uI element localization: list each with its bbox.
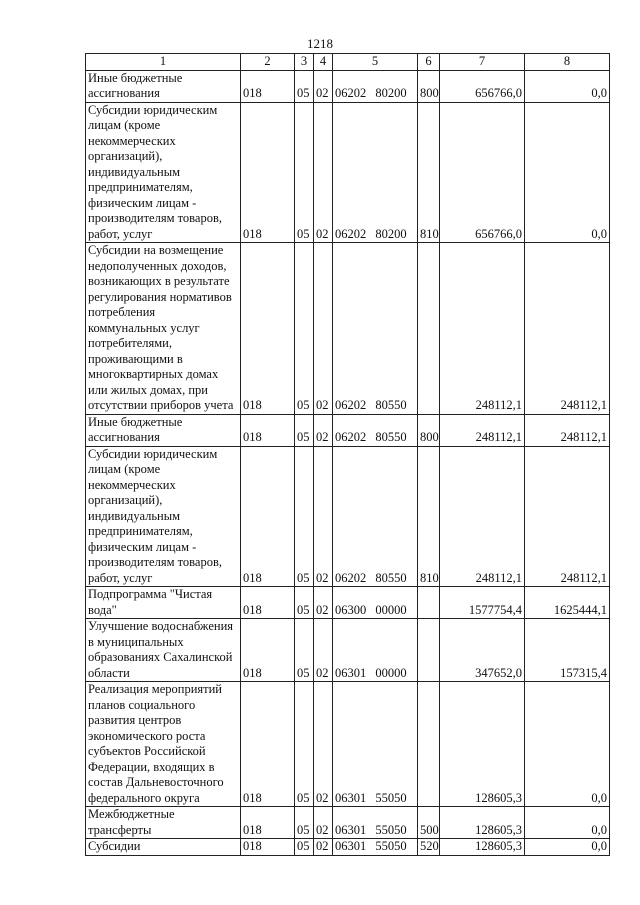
- cell-ministry-code: 018: [241, 102, 295, 243]
- cell-amount-year-2: 0,0: [525, 70, 610, 102]
- row-name: Субсидии юридическим лицам (кроме некоммерческих организаций), индивидуальным предпринимателям, физическим лицам - производителям товаров, работ, услуг: [86, 102, 241, 243]
- cell-target-article: 06202 80200: [333, 102, 418, 243]
- header-col-3: 3: [295, 54, 314, 71]
- cell-amount-year-1: 656766,0: [440, 70, 525, 102]
- row-name: Подпрограмма "Чистая вода": [86, 587, 241, 619]
- cell-amount-year-1: 248112,1: [440, 446, 525, 587]
- table-header: [86, 54, 610, 71]
- table-row: [86, 414, 610, 446]
- table-row: [86, 243, 610, 415]
- cell-subsection: 02: [314, 70, 333, 102]
- cell-amount-year-1: 128605,3: [440, 839, 525, 856]
- cell-expense-type: 520: [418, 839, 440, 856]
- cell-amount-year-1: 347652,0: [440, 619, 525, 682]
- header-row: [86, 54, 610, 71]
- page-number: 1218: [307, 36, 333, 51]
- header-col-4: 4: [314, 54, 333, 71]
- table-row: [86, 839, 610, 856]
- cell-ministry-code: 018: [241, 839, 295, 856]
- cell-amount-year-1: 1577754,4: [440, 587, 525, 619]
- row-name: Межбюджетные трансферты: [86, 807, 241, 839]
- header-col-1: 1: [86, 54, 241, 71]
- cell-section: 05: [295, 619, 314, 682]
- cell-section: 05: [295, 682, 314, 807]
- cell-target-article: 06202 80550: [333, 243, 418, 415]
- header-col-7: 7: [440, 54, 525, 71]
- cell-amount-year-1: 656766,0: [440, 102, 525, 243]
- cell-section: 05: [295, 243, 314, 415]
- cell-expense-type: 810: [418, 102, 440, 243]
- cell-expense-type: 810: [418, 446, 440, 587]
- table-body: [86, 70, 610, 855]
- cell-amount-year-1: 128605,3: [440, 807, 525, 839]
- cell-target-article: 06202 80550: [333, 414, 418, 446]
- cell-expense-type: [418, 587, 440, 619]
- cell-amount-year-1: 248112,1: [440, 243, 525, 415]
- cell-subsection: 02: [314, 839, 333, 856]
- cell-amount-year-2: 248112,1: [525, 243, 610, 415]
- cell-amount-year-2: 248112,1: [525, 446, 610, 587]
- cell-subsection: 02: [314, 102, 333, 243]
- cell-ministry-code: 018: [241, 619, 295, 682]
- cell-subsection: 02: [314, 243, 333, 415]
- budget-table: [85, 53, 610, 856]
- cell-expense-type: 500: [418, 807, 440, 839]
- cell-expense-type: 800: [418, 414, 440, 446]
- cell-ministry-code: 018: [241, 414, 295, 446]
- cell-ministry-code: 018: [241, 587, 295, 619]
- table-row: [86, 70, 610, 102]
- row-name: Субсидии на возмещение недополученных доходов, возникающих в результате регулирования нормативов потребления коммунальных услуг потребителями, проживающими в многоквартирных домах или жилых домах, при отсутствии приборов учета: [86, 243, 241, 415]
- row-name: Иные бюджетные ассигнования: [86, 414, 241, 446]
- cell-amount-year-2: 157315,4: [525, 619, 610, 682]
- cell-expense-type: [418, 682, 440, 807]
- table-row: [86, 807, 610, 839]
- cell-section: 05: [295, 446, 314, 587]
- cell-expense-type: 800: [418, 70, 440, 102]
- header-col-6: 6: [418, 54, 440, 71]
- cell-section: 05: [295, 414, 314, 446]
- cell-subsection: 02: [314, 619, 333, 682]
- table-row: [86, 682, 610, 807]
- cell-expense-type: [418, 619, 440, 682]
- cell-section: 05: [295, 807, 314, 839]
- cell-target-article: 06301 55050: [333, 839, 418, 856]
- cell-ministry-code: 018: [241, 446, 295, 587]
- row-name: Улучшение водоснабжения в муниципальных образованиях Сахалинской области: [86, 619, 241, 682]
- cell-section: 05: [295, 70, 314, 102]
- row-name: Реализация мероприятий планов социального развития центров экономического роста субъектов Российской Федерации, входящих в состав Дальневосточного федерального округа: [86, 682, 241, 807]
- cell-subsection: 02: [314, 807, 333, 839]
- cell-ministry-code: 018: [241, 807, 295, 839]
- header-col-2: 2: [241, 54, 295, 71]
- cell-ministry-code: 018: [241, 682, 295, 807]
- cell-ministry-code: 018: [241, 243, 295, 415]
- cell-amount-year-2: 0,0: [525, 682, 610, 807]
- row-name: Субсидии: [86, 839, 241, 856]
- table-row: [86, 619, 610, 682]
- cell-amount-year-2: 0,0: [525, 839, 610, 856]
- cell-subsection: 02: [314, 446, 333, 587]
- cell-subsection: 02: [314, 414, 333, 446]
- cell-amount-year-2: 0,0: [525, 807, 610, 839]
- cell-amount-year-2: 1625444,1: [525, 587, 610, 619]
- cell-target-article: 06202 80200: [333, 70, 418, 102]
- header-col-8: 8: [525, 54, 610, 71]
- cell-amount-year-2: 248112,1: [525, 414, 610, 446]
- cell-section: 05: [295, 587, 314, 619]
- table-row: [86, 102, 610, 243]
- cell-subsection: 02: [314, 587, 333, 619]
- table-row: [86, 587, 610, 619]
- cell-section: 05: [295, 102, 314, 243]
- cell-amount-year-2: 0,0: [525, 102, 610, 243]
- cell-section: 05: [295, 839, 314, 856]
- row-name: Иные бюджетные ассигнования: [86, 70, 241, 102]
- row-name: Субсидии юридическим лицам (кроме некоммерческих организаций), индивидуальным предпринимателям, физическим лицам - производителям товаров, работ, услуг: [86, 446, 241, 587]
- cell-target-article: 06202 80550: [333, 446, 418, 587]
- cell-amount-year-1: 248112,1: [440, 414, 525, 446]
- cell-subsection: 02: [314, 682, 333, 807]
- cell-target-article: 06300 00000: [333, 587, 418, 619]
- cell-target-article: 06301 55050: [333, 682, 418, 807]
- cell-expense-type: [418, 243, 440, 415]
- table-row: [86, 446, 610, 587]
- cell-amount-year-1: 128605,3: [440, 682, 525, 807]
- cell-ministry-code: 018: [241, 70, 295, 102]
- cell-target-article: 06301 00000: [333, 619, 418, 682]
- header-col-5: 5: [333, 54, 418, 71]
- cell-target-article: 06301 55050: [333, 807, 418, 839]
